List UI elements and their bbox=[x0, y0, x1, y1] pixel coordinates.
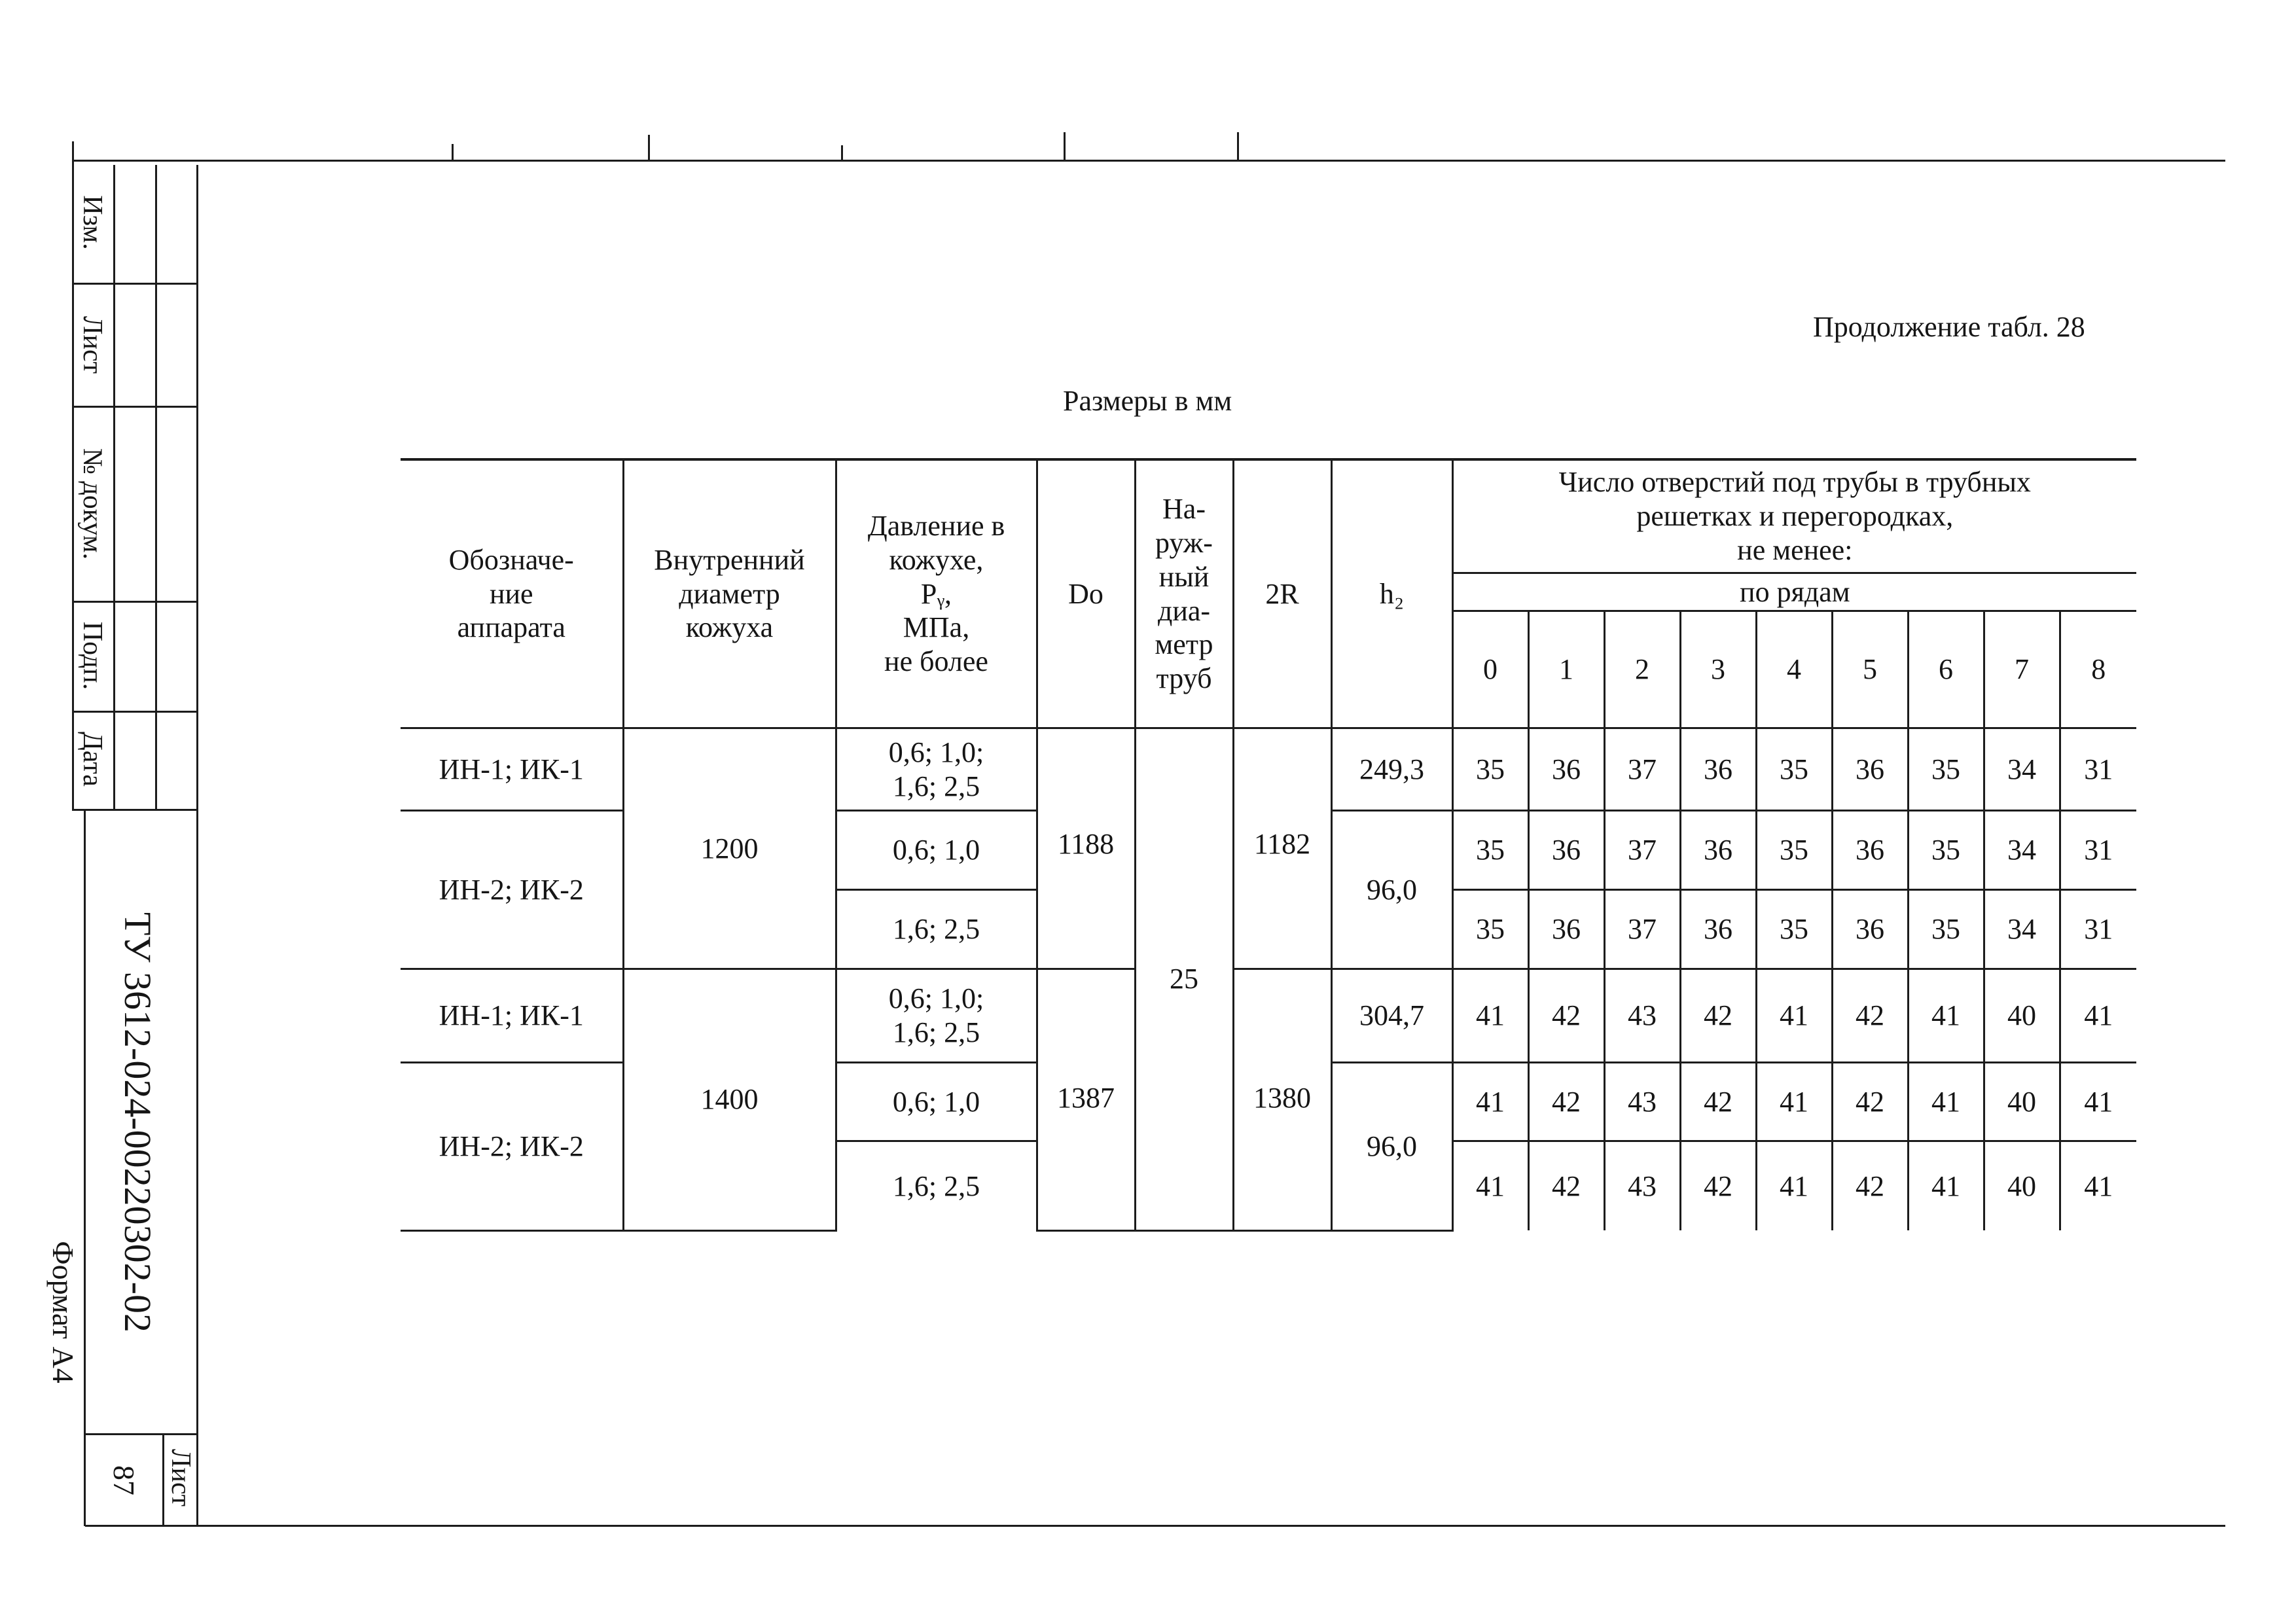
count-cell: 43 bbox=[1604, 969, 1680, 1063]
top-tick-4 bbox=[1064, 132, 1066, 161]
count-cell: 37 bbox=[1604, 890, 1680, 969]
count-cell: 42 bbox=[1680, 1063, 1756, 1141]
pressure-cell: 1,6; 2,5 bbox=[836, 890, 1037, 969]
stamp-line-sheet bbox=[162, 1433, 164, 1526]
count-cell: 34 bbox=[1984, 728, 2060, 811]
row-number: 1 bbox=[1528, 611, 1604, 728]
stamp-list: Лист bbox=[77, 316, 107, 374]
count-cell: 41 bbox=[1756, 969, 1832, 1063]
count-cell: 41 bbox=[1452, 1063, 1528, 1141]
header-outer-diameter: На- руж- ный диа- метр труб bbox=[1135, 459, 1233, 728]
count-cell: 42 bbox=[1528, 969, 1604, 1063]
stamp-line-low-left bbox=[84, 809, 86, 1526]
count-cell: 43 bbox=[1604, 1141, 1680, 1231]
header-by-rows: по рядам bbox=[1452, 573, 2136, 611]
count-cell: 41 bbox=[1908, 969, 1984, 1063]
count-cell: 42 bbox=[1680, 969, 1756, 1063]
count-cell: 42 bbox=[1680, 1141, 1756, 1231]
header-holes: Число отверстий под трубы в трубных решетках и перегородках, не менее: bbox=[1452, 459, 2136, 573]
count-cell: 35 bbox=[1756, 811, 1832, 890]
pressure-cell: 0,6; 1,0; 1,6; 2,5 bbox=[836, 728, 1037, 811]
count-cell: 41 bbox=[2060, 1141, 2136, 1231]
count-cell: 36 bbox=[1528, 728, 1604, 811]
dimensions-table bbox=[401, 458, 2136, 1232]
count-cell: 35 bbox=[1908, 890, 1984, 969]
row-number: 6 bbox=[1908, 611, 1984, 728]
designation-cell: ИН-2; ИК-2 bbox=[401, 811, 623, 969]
stamp-date: Дата bbox=[77, 732, 107, 787]
count-cell: 34 bbox=[1984, 811, 2060, 890]
row-number: 8 bbox=[2060, 611, 2136, 728]
bottom-border-line bbox=[85, 1525, 2225, 1527]
pressure-cell: 0,6; 1,0; 1,6; 2,5 bbox=[836, 969, 1037, 1063]
row-number: 4 bbox=[1756, 611, 1832, 728]
stamp-h-1 bbox=[72, 283, 198, 285]
count-cell: 36 bbox=[1528, 890, 1604, 969]
count-cell: 35 bbox=[1452, 811, 1528, 890]
count-cell: 42 bbox=[1832, 969, 1908, 1063]
header-h2: h₂ bbox=[1331, 459, 1452, 728]
pressure-cell: 0,6; 1,0 bbox=[836, 1063, 1037, 1141]
count-cell: 36 bbox=[1832, 890, 1908, 969]
stamp-izm: Изм. bbox=[77, 195, 107, 250]
stamp-line-c bbox=[196, 165, 198, 1526]
stamp-signature: Подп. bbox=[77, 621, 107, 690]
top-border-line bbox=[72, 160, 2225, 162]
row-number: 0 bbox=[1452, 611, 1528, 728]
2r-cell: 1380 bbox=[1233, 969, 1331, 1231]
count-cell: 35 bbox=[1756, 890, 1832, 969]
stamp-h-4 bbox=[72, 711, 198, 713]
sheet-label: Лист bbox=[166, 1449, 196, 1507]
units-label: Размеры в мм bbox=[1063, 385, 1232, 417]
count-cell: 40 bbox=[1984, 1141, 2060, 1231]
count-cell: 42 bbox=[1528, 1141, 1604, 1231]
row-number: 3 bbox=[1680, 611, 1756, 728]
count-cell: 36 bbox=[1680, 890, 1756, 969]
count-cell: 41 bbox=[2060, 969, 2136, 1063]
count-cell: 36 bbox=[1832, 811, 1908, 890]
count-cell: 41 bbox=[1908, 1141, 1984, 1231]
count-cell: 42 bbox=[1528, 1063, 1604, 1141]
header-designation: Обозначе- ние аппарата bbox=[401, 459, 623, 728]
count-cell: 35 bbox=[1756, 728, 1832, 811]
header-do: Do bbox=[1037, 459, 1135, 728]
stamp-h-3 bbox=[72, 601, 198, 603]
count-cell: 35 bbox=[1908, 811, 1984, 890]
2r-cell: 1182 bbox=[1233, 728, 1331, 969]
count-cell: 40 bbox=[1984, 1063, 2060, 1141]
count-cell: 37 bbox=[1604, 811, 1680, 890]
h2-cell: 304,7 bbox=[1331, 969, 1452, 1063]
count-cell: 42 bbox=[1832, 1141, 1908, 1231]
continuation-label: Продолжение табл. 28 bbox=[1813, 311, 2085, 343]
stamp-doc-number: № докум. bbox=[77, 448, 107, 560]
top-tick-3 bbox=[841, 145, 843, 161]
count-cell: 31 bbox=[2060, 890, 2136, 969]
header-2r: 2R bbox=[1233, 459, 1331, 728]
count-cell: 41 bbox=[1452, 1141, 1528, 1231]
header-pressure: Давление в кожухе, Pᵧ, МПа, не более bbox=[836, 459, 1037, 728]
pressure-cell: 0,6; 1,0 bbox=[836, 811, 1037, 890]
pressure-cell: 1,6; 2,5 bbox=[836, 1141, 1037, 1231]
do-cell: 1188 bbox=[1037, 728, 1135, 969]
count-cell: 35 bbox=[1452, 890, 1528, 969]
stamp-line-outer bbox=[72, 141, 74, 809]
stamp-h-5 bbox=[72, 809, 198, 811]
count-cell: 41 bbox=[1908, 1063, 1984, 1141]
h2-cell: 96,0 bbox=[1331, 1063, 1452, 1231]
do-cell: 1387 bbox=[1037, 969, 1135, 1231]
h2-cell: 96,0 bbox=[1331, 811, 1452, 969]
designation-cell: ИН-1; ИК-1 bbox=[401, 969, 623, 1063]
count-cell: 43 bbox=[1604, 1063, 1680, 1141]
count-cell: 42 bbox=[1832, 1063, 1908, 1141]
inner-diameter-cell: 1200 bbox=[623, 728, 836, 969]
h2-cell: 249,3 bbox=[1331, 728, 1452, 811]
row-number: 2 bbox=[1604, 611, 1680, 728]
stamp-h-6 bbox=[84, 1433, 198, 1435]
outer-diameter-cell: 25 bbox=[1135, 728, 1233, 1231]
count-cell: 35 bbox=[1452, 728, 1528, 811]
count-cell: 35 bbox=[1908, 728, 1984, 811]
count-cell: 41 bbox=[1756, 1141, 1832, 1231]
count-cell: 36 bbox=[1680, 811, 1756, 890]
count-cell: 41 bbox=[1452, 969, 1528, 1063]
count-cell: 41 bbox=[2060, 1063, 2136, 1141]
count-cell: 37 bbox=[1604, 728, 1680, 811]
header-inner-diameter: Внутренний диаметр кожуха bbox=[623, 459, 836, 728]
row-number: 7 bbox=[1984, 611, 2060, 728]
count-cell: 36 bbox=[1680, 728, 1756, 811]
inner-diameter-cell: 1400 bbox=[623, 969, 836, 1231]
count-cell: 40 bbox=[1984, 969, 2060, 1063]
top-tick-2 bbox=[648, 135, 650, 161]
top-tick-5 bbox=[1237, 132, 1239, 161]
sheet-number: 87 bbox=[107, 1465, 141, 1495]
count-cell: 36 bbox=[1528, 811, 1604, 890]
count-cell: 34 bbox=[1984, 890, 2060, 969]
stamp-h-2 bbox=[72, 406, 198, 408]
count-cell: 41 bbox=[1756, 1063, 1832, 1141]
doc-code: ТУ 3612-024-00220302-02 bbox=[117, 912, 159, 1332]
count-cell: 31 bbox=[2060, 728, 2136, 811]
count-cell: 36 bbox=[1832, 728, 1908, 811]
designation-cell: ИН-2; ИК-2 bbox=[401, 1063, 623, 1231]
format-label: Формат А4 bbox=[46, 1241, 80, 1383]
top-tick-1 bbox=[452, 144, 454, 161]
designation-cell: ИН-1; ИК-1 bbox=[401, 728, 623, 811]
count-cell: 31 bbox=[2060, 811, 2136, 890]
row-number: 5 bbox=[1832, 611, 1908, 728]
